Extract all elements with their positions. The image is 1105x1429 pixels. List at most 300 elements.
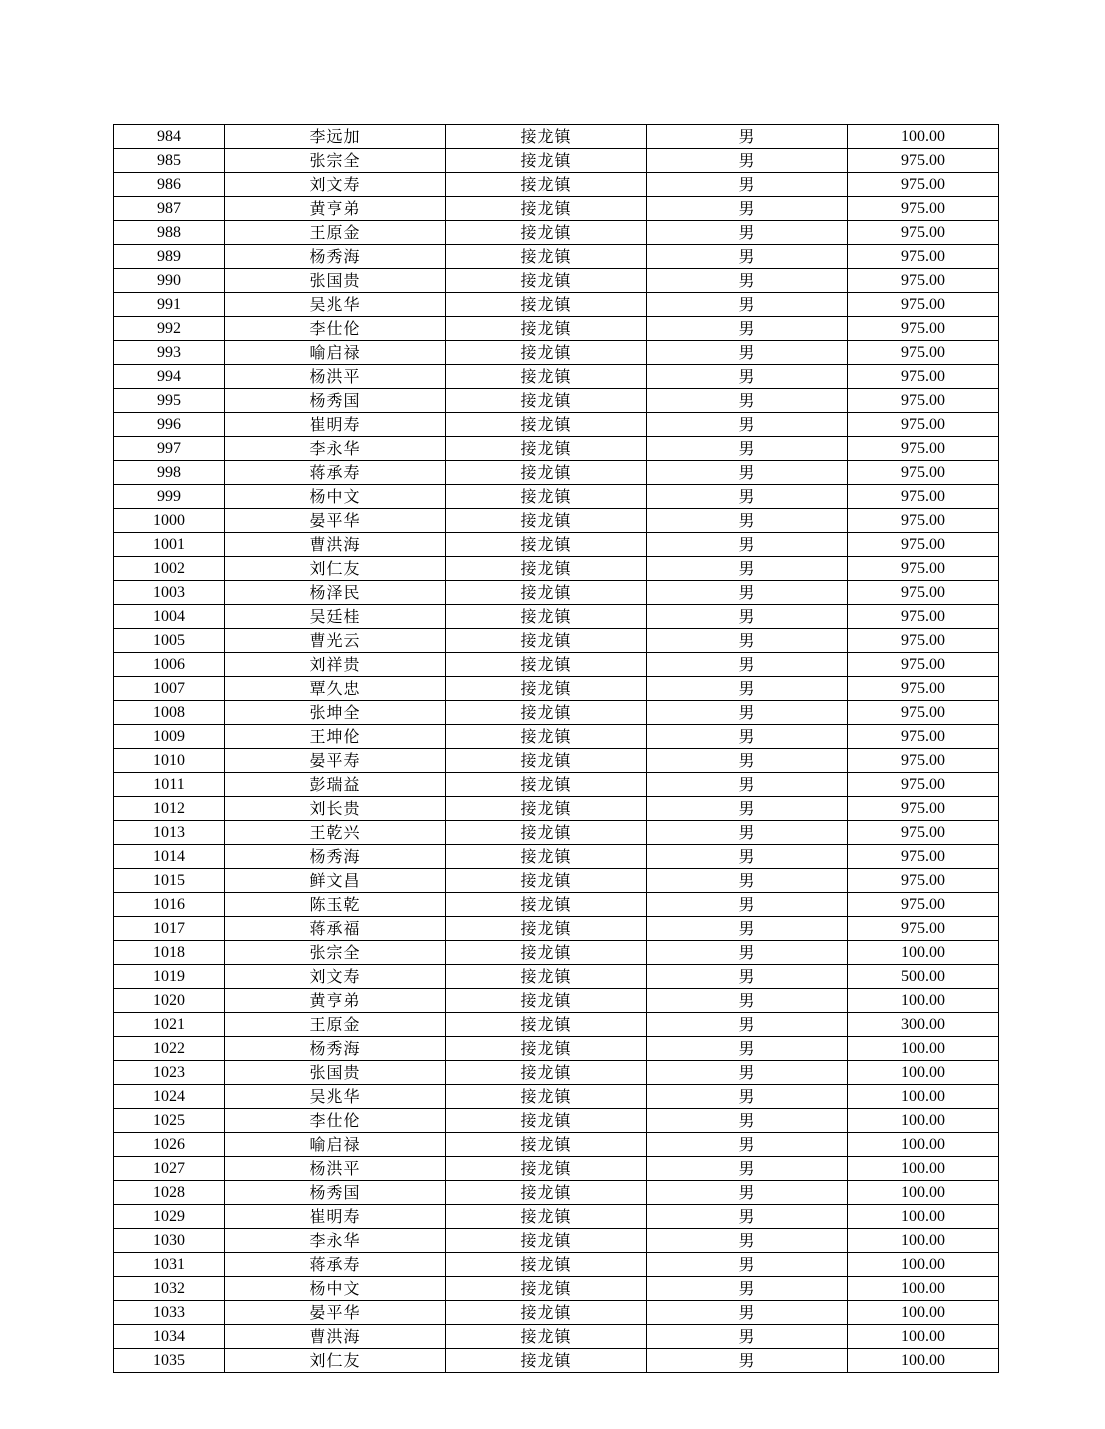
table-row: [114, 413, 999, 437]
cell-id: 995: [114, 389, 225, 413]
cell-id: 1015: [114, 869, 225, 893]
cell-gender: 男: [647, 605, 848, 629]
cell-amount: 975.00: [848, 917, 999, 941]
cell-town: 接龙镇: [446, 269, 647, 293]
cell-id: 1014: [114, 845, 225, 869]
cell-name: 崔明寿: [225, 1205, 446, 1229]
cell-town: 接龙镇: [446, 773, 647, 797]
cell-town: 接龙镇: [446, 965, 647, 989]
cell-id: 1003: [114, 581, 225, 605]
cell-id: 1005: [114, 629, 225, 653]
table-row: [114, 941, 999, 965]
cell-town: 接龙镇: [446, 1325, 647, 1349]
table-row: [114, 437, 999, 461]
cell-name: 张宗全: [225, 149, 446, 173]
cell-amount: 975.00: [848, 533, 999, 557]
cell-id: 1033: [114, 1301, 225, 1325]
cell-name: 杨中文: [225, 1277, 446, 1301]
cell-gender: 男: [647, 125, 848, 149]
cell-name: 杨秀海: [225, 1037, 446, 1061]
table-row: [114, 821, 999, 845]
cell-id: 1018: [114, 941, 225, 965]
cell-gender: 男: [647, 917, 848, 941]
cell-gender: 男: [647, 1061, 848, 1085]
cell-town: 接龙镇: [446, 221, 647, 245]
cell-amount: 975.00: [848, 365, 999, 389]
cell-id: 991: [114, 293, 225, 317]
table-row: [114, 653, 999, 677]
cell-id: 1026: [114, 1133, 225, 1157]
cell-town: 接龙镇: [446, 581, 647, 605]
cell-name: 黄亨弟: [225, 197, 446, 221]
cell-name: 杨泽民: [225, 581, 446, 605]
cell-amount: 975.00: [848, 245, 999, 269]
table-row: [114, 701, 999, 725]
cell-gender: 男: [647, 461, 848, 485]
table-row: [114, 1181, 999, 1205]
cell-gender: 男: [647, 1085, 848, 1109]
cell-id: 1001: [114, 533, 225, 557]
cell-id: 1025: [114, 1109, 225, 1133]
cell-id: 1029: [114, 1205, 225, 1229]
cell-amount: 975.00: [848, 629, 999, 653]
cell-name: 杨秀海: [225, 845, 446, 869]
table-row: [114, 749, 999, 773]
cell-id: 1030: [114, 1229, 225, 1253]
cell-amount: 300.00: [848, 1013, 999, 1037]
cell-amount: 100.00: [848, 1349, 999, 1373]
cell-town: 接龙镇: [446, 1253, 647, 1277]
cell-gender: 男: [647, 653, 848, 677]
cell-id: 989: [114, 245, 225, 269]
cell-amount: 500.00: [848, 965, 999, 989]
table-row: [114, 1157, 999, 1181]
cell-town: 接龙镇: [446, 293, 647, 317]
cell-id: 1007: [114, 677, 225, 701]
cell-gender: 男: [647, 1229, 848, 1253]
cell-name: 刘仁友: [225, 1349, 446, 1373]
cell-name: 陈玉乾: [225, 893, 446, 917]
table-row: [114, 893, 999, 917]
cell-town: 接龙镇: [446, 749, 647, 773]
cell-town: 接龙镇: [446, 1037, 647, 1061]
table-row: [114, 149, 999, 173]
cell-town: 接龙镇: [446, 1157, 647, 1181]
cell-town: 接龙镇: [446, 725, 647, 749]
table-body: [114, 125, 999, 1373]
cell-name: 王坤伦: [225, 725, 446, 749]
cell-gender: 男: [647, 749, 848, 773]
cell-amount: 100.00: [848, 1157, 999, 1181]
cell-name: 晏平寿: [225, 749, 446, 773]
cell-town: 接龙镇: [446, 389, 647, 413]
cell-name: 吴兆华: [225, 293, 446, 317]
cell-amount: 975.00: [848, 389, 999, 413]
table-row: [114, 125, 999, 149]
cell-name: 喻启禄: [225, 1133, 446, 1157]
cell-town: 接龙镇: [446, 533, 647, 557]
table-row: [114, 725, 999, 749]
cell-gender: 男: [647, 629, 848, 653]
cell-amount: 100.00: [848, 1205, 999, 1229]
cell-town: 接龙镇: [446, 149, 647, 173]
cell-amount: 100.00: [848, 1085, 999, 1109]
cell-id: 1000: [114, 509, 225, 533]
cell-gender: 男: [647, 893, 848, 917]
table-row: [114, 557, 999, 581]
cell-amount: 100.00: [848, 1133, 999, 1157]
cell-town: 接龙镇: [446, 1013, 647, 1037]
cell-town: 接龙镇: [446, 1133, 647, 1157]
cell-name: 覃久忠: [225, 677, 446, 701]
cell-gender: 男: [647, 149, 848, 173]
cell-town: 接龙镇: [446, 701, 647, 725]
cell-town: 接龙镇: [446, 605, 647, 629]
cell-gender: 男: [647, 725, 848, 749]
cell-id: 1002: [114, 557, 225, 581]
cell-amount: 975.00: [848, 605, 999, 629]
cell-id: 1004: [114, 605, 225, 629]
table-row: [114, 1037, 999, 1061]
cell-id: 1006: [114, 653, 225, 677]
table-row: [114, 197, 999, 221]
cell-id: 1027: [114, 1157, 225, 1181]
cell-gender: 男: [647, 341, 848, 365]
cell-id: 1008: [114, 701, 225, 725]
table-row: [114, 293, 999, 317]
cell-amount: 975.00: [848, 797, 999, 821]
cell-id: 1020: [114, 989, 225, 1013]
cell-amount: 975.00: [848, 221, 999, 245]
cell-name: 李远加: [225, 125, 446, 149]
cell-town: 接龙镇: [446, 1085, 647, 1109]
cell-name: 杨洪平: [225, 1157, 446, 1181]
cell-name: 彭瑞益: [225, 773, 446, 797]
table-row: [114, 869, 999, 893]
cell-town: 接龙镇: [446, 1181, 647, 1205]
cell-amount: 100.00: [848, 125, 999, 149]
cell-amount: 975.00: [848, 653, 999, 677]
table-row: [114, 1349, 999, 1373]
cell-id: 1032: [114, 1277, 225, 1301]
cell-town: 接龙镇: [446, 893, 647, 917]
table-row: [114, 533, 999, 557]
cell-name: 李永华: [225, 437, 446, 461]
cell-town: 接龙镇: [446, 341, 647, 365]
table-row: [114, 773, 999, 797]
cell-gender: 男: [647, 1157, 848, 1181]
table-row: [114, 1301, 999, 1325]
cell-amount: 975.00: [848, 725, 999, 749]
cell-town: 接龙镇: [446, 125, 647, 149]
table-row: [114, 1325, 999, 1349]
cell-id: 994: [114, 365, 225, 389]
cell-name: 刘祥贵: [225, 653, 446, 677]
cell-id: 996: [114, 413, 225, 437]
cell-name: 王原金: [225, 1013, 446, 1037]
cell-id: 1022: [114, 1037, 225, 1061]
cell-gender: 男: [647, 1133, 848, 1157]
cell-town: 接龙镇: [446, 557, 647, 581]
cell-name: 刘仁友: [225, 557, 446, 581]
table-row: [114, 221, 999, 245]
cell-gender: 男: [647, 989, 848, 1013]
cell-id: 1021: [114, 1013, 225, 1037]
cell-amount: 975.00: [848, 893, 999, 917]
cell-amount: 975.00: [848, 509, 999, 533]
cell-name: 吴兆华: [225, 1085, 446, 1109]
cell-name: 刘长贵: [225, 797, 446, 821]
cell-id: 1012: [114, 797, 225, 821]
cell-town: 接龙镇: [446, 797, 647, 821]
cell-gender: 男: [647, 1253, 848, 1277]
cell-town: 接龙镇: [446, 197, 647, 221]
cell-name: 杨中文: [225, 485, 446, 509]
cell-id: 1034: [114, 1325, 225, 1349]
cell-town: 接龙镇: [446, 629, 647, 653]
cell-id: 1028: [114, 1181, 225, 1205]
cell-name: 曹洪海: [225, 533, 446, 557]
cell-gender: 男: [647, 1109, 848, 1133]
cell-id: 1031: [114, 1253, 225, 1277]
cell-amount: 975.00: [848, 149, 999, 173]
cell-gender: 男: [647, 293, 848, 317]
cell-amount: 100.00: [848, 1037, 999, 1061]
cell-name: 鲜文昌: [225, 869, 446, 893]
cell-id: 985: [114, 149, 225, 173]
cell-id: 1011: [114, 773, 225, 797]
cell-name: 张坤全: [225, 701, 446, 725]
cell-amount: 975.00: [848, 581, 999, 605]
cell-gender: 男: [647, 197, 848, 221]
cell-name: 刘文寿: [225, 173, 446, 197]
cell-gender: 男: [647, 773, 848, 797]
cell-town: 接龙镇: [446, 869, 647, 893]
cell-gender: 男: [647, 1277, 848, 1301]
cell-name: 崔明寿: [225, 413, 446, 437]
cell-town: 接龙镇: [446, 989, 647, 1013]
cell-gender: 男: [647, 1349, 848, 1373]
table-row: [114, 1133, 999, 1157]
cell-amount: 975.00: [848, 749, 999, 773]
cell-name: 张国贵: [225, 1061, 446, 1085]
cell-town: 接龙镇: [446, 485, 647, 509]
cell-amount: 100.00: [848, 1325, 999, 1349]
table-row: [114, 1061, 999, 1085]
cell-name: 杨秀海: [225, 245, 446, 269]
cell-gender: 男: [647, 173, 848, 197]
table-row: [114, 1229, 999, 1253]
cell-name: 杨秀国: [225, 389, 446, 413]
cell-amount: 975.00: [848, 677, 999, 701]
cell-town: 接龙镇: [446, 173, 647, 197]
cell-town: 接龙镇: [446, 941, 647, 965]
table-row: [114, 509, 999, 533]
table-row: [114, 1109, 999, 1133]
table-row: [114, 341, 999, 365]
cell-town: 接龙镇: [446, 653, 647, 677]
cell-amount: 975.00: [848, 461, 999, 485]
cell-amount: 975.00: [848, 173, 999, 197]
cell-amount: 975.00: [848, 845, 999, 869]
table-row: [114, 317, 999, 341]
cell-gender: 男: [647, 485, 848, 509]
table-row: [114, 845, 999, 869]
cell-gender: 男: [647, 965, 848, 989]
table-row: [114, 917, 999, 941]
cell-name: 张国贵: [225, 269, 446, 293]
cell-gender: 男: [647, 1205, 848, 1229]
cell-name: 吴廷桂: [225, 605, 446, 629]
cell-amount: 100.00: [848, 1229, 999, 1253]
cell-id: 992: [114, 317, 225, 341]
cell-gender: 男: [647, 1325, 848, 1349]
cell-amount: 975.00: [848, 413, 999, 437]
table-row: [114, 581, 999, 605]
cell-id: 1024: [114, 1085, 225, 1109]
cell-town: 接龙镇: [446, 1061, 647, 1085]
cell-name: 黄亨弟: [225, 989, 446, 1013]
cell-town: 接龙镇: [446, 317, 647, 341]
table-row: [114, 989, 999, 1013]
cell-town: 接龙镇: [446, 365, 647, 389]
table-row: [114, 629, 999, 653]
cell-amount: 100.00: [848, 1109, 999, 1133]
cell-gender: 男: [647, 389, 848, 413]
table-row: [114, 1085, 999, 1109]
cell-town: 接龙镇: [446, 1205, 647, 1229]
cell-name: 杨秀国: [225, 1181, 446, 1205]
cell-amount: 975.00: [848, 869, 999, 893]
cell-amount: 975.00: [848, 317, 999, 341]
cell-gender: 男: [647, 509, 848, 533]
cell-gender: 男: [647, 581, 848, 605]
cell-id: 1016: [114, 893, 225, 917]
cell-id: 993: [114, 341, 225, 365]
cell-amount: 975.00: [848, 437, 999, 461]
cell-name: 李仕伦: [225, 1109, 446, 1133]
cell-amount: 975.00: [848, 557, 999, 581]
table-row: [114, 485, 999, 509]
cell-amount: 975.00: [848, 341, 999, 365]
table-row: [114, 461, 999, 485]
table-container: [113, 124, 993, 1373]
table-row: [114, 965, 999, 989]
table-row: [114, 269, 999, 293]
cell-name: 晏平华: [225, 509, 446, 533]
table-row: [114, 1013, 999, 1037]
cell-id: 998: [114, 461, 225, 485]
cell-town: 接龙镇: [446, 1229, 647, 1253]
cell-gender: 男: [647, 845, 848, 869]
cell-id: 1023: [114, 1061, 225, 1085]
cell-id: 984: [114, 125, 225, 149]
cell-amount: 975.00: [848, 269, 999, 293]
cell-id: 1035: [114, 1349, 225, 1373]
cell-amount: 100.00: [848, 1253, 999, 1277]
table-row: [114, 173, 999, 197]
cell-id: 987: [114, 197, 225, 221]
cell-gender: 男: [647, 797, 848, 821]
cell-name: 刘文寿: [225, 965, 446, 989]
table-row: [114, 1277, 999, 1301]
cell-amount: 975.00: [848, 485, 999, 509]
cell-amount: 100.00: [848, 1061, 999, 1085]
cell-name: 晏平华: [225, 1301, 446, 1325]
cell-amount: 975.00: [848, 701, 999, 725]
cell-gender: 男: [647, 1037, 848, 1061]
table-row: [114, 605, 999, 629]
table-row: [114, 1205, 999, 1229]
cell-id: 990: [114, 269, 225, 293]
cell-town: 接龙镇: [446, 245, 647, 269]
cell-id: 988: [114, 221, 225, 245]
cell-name: 喻启禄: [225, 341, 446, 365]
table-row: [114, 797, 999, 821]
cell-id: 986: [114, 173, 225, 197]
cell-name: 蒋承福: [225, 917, 446, 941]
cell-amount: 975.00: [848, 197, 999, 221]
cell-gender: 男: [647, 1013, 848, 1037]
cell-id: 1010: [114, 749, 225, 773]
cell-gender: 男: [647, 221, 848, 245]
cell-name: 王原金: [225, 221, 446, 245]
cell-town: 接龙镇: [446, 437, 647, 461]
cell-gender: 男: [647, 413, 848, 437]
cell-amount: 100.00: [848, 1277, 999, 1301]
cell-name: 曹光云: [225, 629, 446, 653]
cell-amount: 100.00: [848, 1301, 999, 1325]
cell-amount: 975.00: [848, 821, 999, 845]
cell-gender: 男: [647, 365, 848, 389]
table-row: [114, 365, 999, 389]
cell-id: 997: [114, 437, 225, 461]
cell-name: 蒋承寿: [225, 461, 446, 485]
cell-gender: 男: [647, 869, 848, 893]
cell-gender: 男: [647, 1181, 848, 1205]
cell-town: 接龙镇: [446, 1277, 647, 1301]
cell-name: 杨洪平: [225, 365, 446, 389]
cell-gender: 男: [647, 437, 848, 461]
table-row: [114, 389, 999, 413]
cell-name: 李永华: [225, 1229, 446, 1253]
cell-gender: 男: [647, 941, 848, 965]
cell-town: 接龙镇: [446, 1301, 647, 1325]
table-row: [114, 245, 999, 269]
cell-gender: 男: [647, 317, 848, 341]
cell-name: 李仕伦: [225, 317, 446, 341]
cell-id: 999: [114, 485, 225, 509]
cell-amount: 100.00: [848, 1181, 999, 1205]
cell-amount: 100.00: [848, 941, 999, 965]
cell-gender: 男: [647, 821, 848, 845]
cell-town: 接龙镇: [446, 509, 647, 533]
cell-amount: 975.00: [848, 293, 999, 317]
table-row: [114, 1253, 999, 1277]
cell-gender: 男: [647, 269, 848, 293]
cell-town: 接龙镇: [446, 1109, 647, 1133]
cell-town: 接龙镇: [446, 1349, 647, 1373]
cell-id: 1019: [114, 965, 225, 989]
cell-gender: 男: [647, 1301, 848, 1325]
cell-id: 1017: [114, 917, 225, 941]
cell-name: 王乾兴: [225, 821, 446, 845]
cell-town: 接龙镇: [446, 413, 647, 437]
records-table: [113, 124, 999, 1373]
cell-gender: 男: [647, 533, 848, 557]
cell-gender: 男: [647, 677, 848, 701]
cell-town: 接龙镇: [446, 461, 647, 485]
